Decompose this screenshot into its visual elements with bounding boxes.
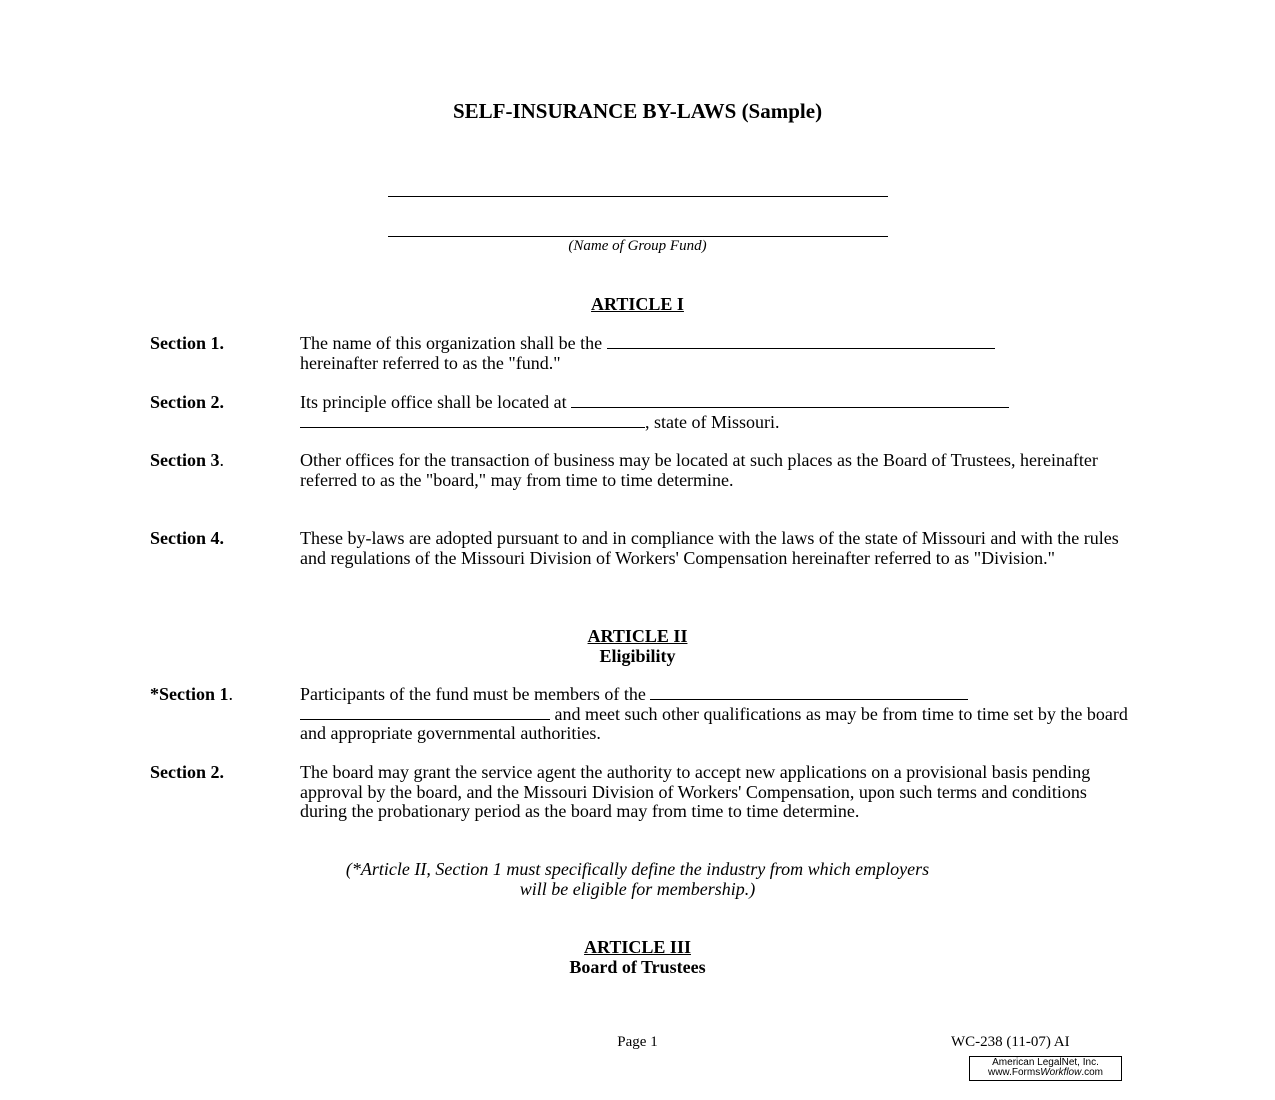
article-3-number: ARTICLE III	[584, 937, 691, 957]
article-1-section-1	[150, 334, 1130, 373]
section-text: Other offices for the transaction of business may be located at such places as the Board of Trustees, hereinafter referred to as the "board," may from time to time determine.	[300, 450, 1098, 490]
article-3-heading	[0, 937, 1275, 977]
article-2-footnote: (*Article II, Section 1 must specifically define the industry from which employers will be eligible for membership.)	[345, 859, 930, 899]
article-1-heading	[0, 294, 1275, 314]
article-1-section-3: Section 3. Other offices for the transaction of business may be located at such places as the Board of Trustees, hereinafter referred to as the "board," may from time to time determine.	[150, 451, 1130, 490]
article-1-section-4	[150, 529, 1130, 568]
section-text: hereinafter referred to as the "fund."	[300, 352, 561, 373]
page-number: Page 1	[617, 1034, 658, 1050]
section-text: , state of Missouri.	[645, 411, 780, 432]
section-text: Its principle office shall be located at	[300, 392, 567, 412]
section-label: Section 4.	[150, 528, 224, 548]
section-text: The name of this organization shall be the	[300, 333, 603, 353]
article-2-number: ARTICLE II	[587, 626, 688, 646]
organization-name-blank[interactable]	[607, 334, 995, 349]
membership-association-blank-1[interactable]	[650, 685, 968, 700]
membership-association-blank-2[interactable]	[300, 705, 550, 720]
publisher-website: www.FormsWorkflow.com	[987, 1067, 1104, 1078]
article-2-heading	[0, 626, 1275, 666]
section-text: These by-laws are adopted pursuant to and in compliance with the laws of the state of Missouri and with the rules and regulations of the Missouri Division of Workers' Compensation hereinafter referred to as "Division."	[300, 528, 1119, 568]
section-label: *Section 1	[150, 684, 229, 704]
office-location-blank-2[interactable]	[300, 413, 645, 428]
article-3-subheading: Board of Trustees	[569, 957, 706, 977]
fund-name-blank-line-1[interactable]	[388, 196, 888, 197]
form-id: WC-238 (11-07) AI	[951, 1034, 1070, 1050]
article-2-subheading: Eligibility	[599, 646, 676, 666]
article-2-section-1: *Section 1. Participants of the fund must be members of the and meet such other qualifications as may be from time to time set by the board and appropriate governmental authorities.	[150, 684, 1128, 743]
office-location-blank-1[interactable]	[571, 393, 1009, 408]
section-text: Participants of the fund must be members of the	[300, 684, 646, 704]
article-1-section-2	[150, 393, 1130, 432]
section-label: Section 2.	[150, 392, 224, 412]
article-1-number: ARTICLE I	[591, 294, 684, 314]
document-title: SELF-INSURANCE BY-LAWS (Sample)	[452, 99, 823, 123]
section-text: and meet such other qualifications as may be from time to time set by the board and appropriate governmental authorities.	[300, 703, 1128, 743]
section-text: The board may grant the service agent the authority to accept new applications on a provisional basis pending approval by the board, and the Missouri Division of Workers' Compensation, upon such terms and conditions during the probationary period as the board may from time to time determine.	[300, 762, 1091, 821]
fund-name-caption: (Name of Group Fund)	[568, 238, 707, 254]
fund-name-blank-line-2[interactable]	[388, 236, 888, 237]
article-2-section-2	[150, 763, 1130, 822]
section-label: Section 2.	[150, 762, 224, 782]
publisher-name: American LegalNet, Inc.	[992, 1057, 1099, 1068]
section-label: Section 1.	[150, 333, 224, 353]
publisher-badge	[969, 1056, 1122, 1081]
section-label: Section 3	[150, 450, 220, 470]
